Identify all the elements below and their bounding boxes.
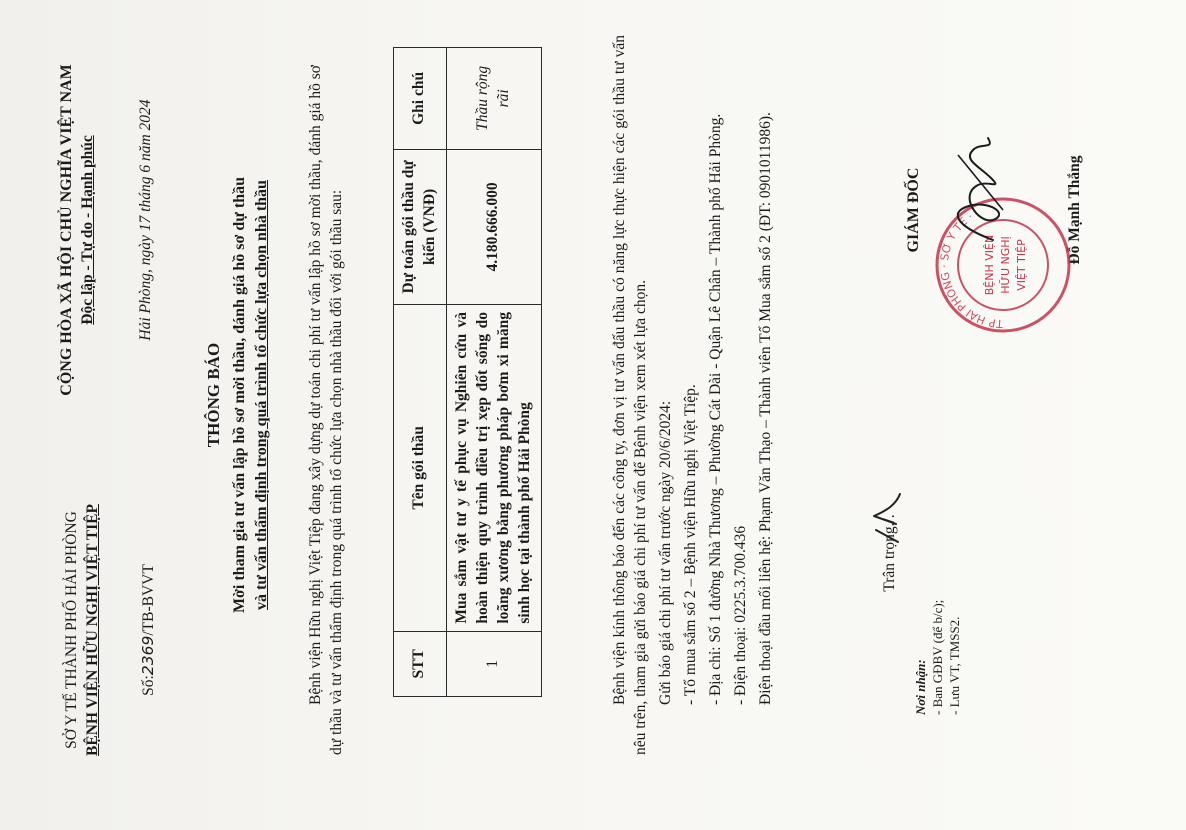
table-row (446, 48, 541, 697)
title-main: THÔNG BÁO (204, 342, 223, 448)
notice-title (203, 65, 272, 725)
cell-package-name: Mua sắm vật tư y tế phục vụ Nghiên cứu và hoàn thiện quy trình điều trị xẹp đốt sống do loãng xương bằng phương pháp bơm xi măng sinh học tại thành phố Hải Phòng (446, 305, 541, 632)
header-stt: STT (394, 631, 447, 696)
document-number (138, 465, 160, 795)
cell-note: Thầu rộng rãi (446, 48, 541, 150)
initial-mark-icon (868, 490, 908, 550)
address-line: - Địa chỉ: Số 1 đường Nhà Thương – Phường Cát Dài - Quận Lê Chân – Thành phố Hải Phòng. (706, 113, 724, 705)
header-package-name: Tên gói thầu (394, 305, 447, 632)
closing-phrase: Trân trọng./. (881, 514, 898, 592)
recipient-item: - Ban GĐBV (để b/c); (929, 599, 945, 715)
notice-body (610, 35, 780, 755)
bid-package-table (393, 47, 542, 697)
handwritten-signature-icon (933, 130, 1023, 250)
body-paragraph: Bệnh viện kính thông báo đến các công ty, đơn vị tư vấn đấu thầu có năng lực thực hiện các gói thầu tư vấn nêu trên, tham gia gửi báo giá chi phí tư vấn để Bệnh viện xem xét lựa chọn. (611, 35, 649, 755)
recipient-team: - Tổ mua sắm số 2 – Bệnh viện Hữu nghị Việt Tiệp. (681, 384, 699, 705)
signer-role: GIÁM ĐỐC (905, 167, 922, 253)
seal-inner-line1: BỆNH VIỆN (983, 234, 996, 296)
title-line-2: và tư vấn thẩm định trong quá trình tổ chức lựa chọn nhà thầu (252, 180, 270, 610)
seal-inner-line3: VIỆT TIỆP (1015, 239, 1028, 291)
recipient-item: - Lưu VT, TMSS2. (946, 616, 962, 715)
signer-name: Đỗ Mạnh Thắng (1065, 155, 1083, 265)
doc-no-prefix: Số: (140, 675, 157, 696)
intro-paragraph: Bệnh viện Hữu nghị Việt Tiệp đang xây dựng dự toán chi phí tư vấn lập hồ sơ mời thầu, đánh giá hồ sơ dự thầu và tư vấn thẩm định trong quá trình tổ chức lựa chọn nhà thầu đối với gói thầu sau: (307, 65, 345, 755)
cell-estimate: 4.180.666.000 (446, 149, 541, 304)
issuing-agency (62, 460, 104, 800)
agency-name: BỆNH VIỆN HỮU NGHỊ VIỆT TIỆP (83, 504, 101, 756)
seal-outer-text: TP HẢI PHÒNG · SỞ Y TẾ · (937, 210, 1004, 331)
place-date: Hải Phòng, ngày 17 tháng 6 năm 2024 (137, 99, 154, 341)
table-header-row (394, 48, 447, 697)
recipients-heading: Nơi nhận: (913, 659, 928, 715)
cell-stt: 1 (446, 631, 541, 696)
national-motto (56, 20, 99, 440)
doc-no-handwritten: 2369 (139, 635, 157, 676)
title-line-1: Mời tham gia tư vấn lập hồ sơ mời thầu, đánh giá hồ sơ dự thầu (230, 176, 248, 614)
motto: Độc lập - Tự do - Hạnh phúc (78, 135, 96, 325)
agency-parent: SỞ Y TẾ THÀNH PHỐ HẢI PHÒNG (63, 511, 80, 749)
official-letter (28, 15, 1158, 815)
deadline-line: Gửi báo giá chi phí tư vấn trước ngày 20/6/2024: (656, 400, 674, 705)
header-estimate: Dự toán gói thầu dự kiến (VNĐ) (394, 149, 447, 304)
doc-no-suffix: /TB-BVVT (140, 564, 157, 636)
phone-line: - Điện thoại: 0225.3.700.436 (731, 525, 749, 705)
recipients-list (913, 455, 964, 715)
seal-inner-line2: HỮU NGHỊ (999, 236, 1012, 294)
header-note: Ghi chú (394, 48, 447, 150)
contact-line: Điện thoại đầu mối liên hệ: Phạm Văn Thạo – Thành viên Tổ Mua sắm số 2 (ĐT: 0901011986). (756, 112, 774, 705)
nation-name: CỘNG HÒA XÃ HỘI CHỦ NGHĨA VIỆT NAM (58, 64, 75, 396)
